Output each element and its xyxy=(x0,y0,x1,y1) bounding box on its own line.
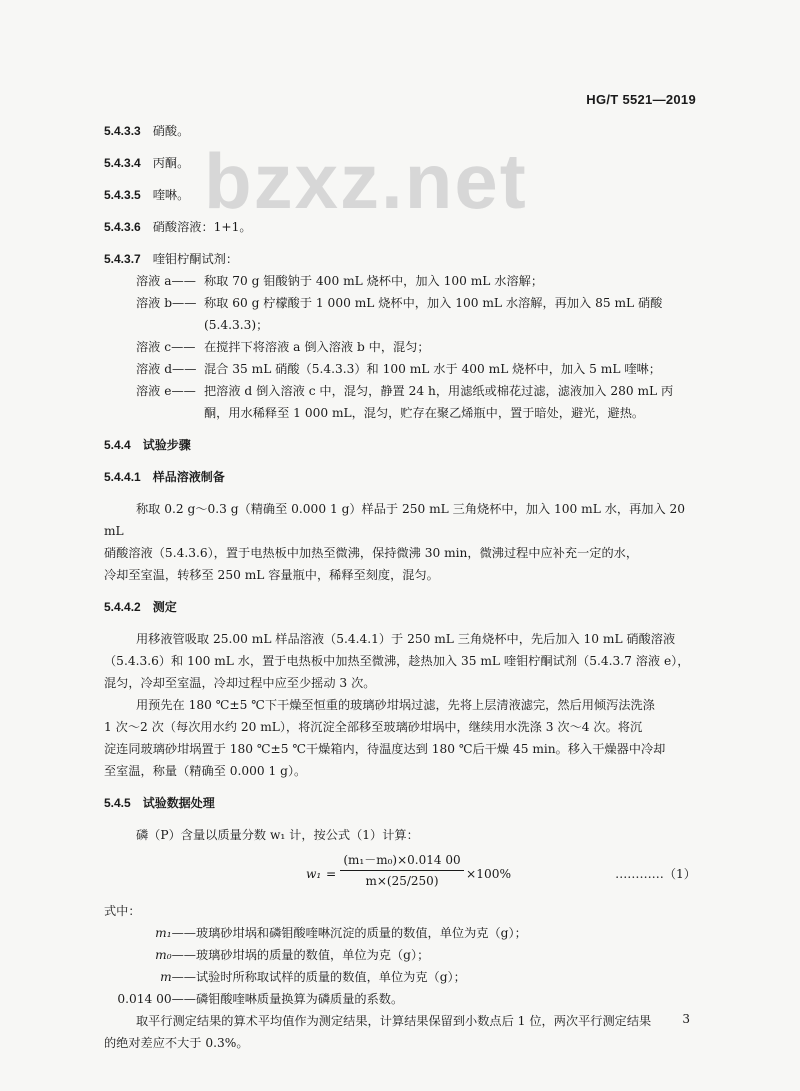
watermark: bzxz.net xyxy=(204,137,528,225)
text-line: 淀连同玻璃砂坩埚置于 180 ℃±5 ℃干燥箱内，待温度达到 180 ℃后干燥 45 min。移入干燥器中冷却 xyxy=(104,742,666,756)
formula-equals: = xyxy=(326,867,337,881)
fraction-bar xyxy=(340,870,464,871)
paragraph-determination-1 xyxy=(104,628,696,694)
where-label: 式中： xyxy=(104,904,141,918)
text-line: 称取 0.2 g～0.3 g（精确至 0.000 1 g）样品于 250 mL 三角烧杯中，加入 100 mL 水，再加入 20 mL xyxy=(104,502,686,538)
variable-description: 试验时所称取试样的质量的数值，单位为克（g）； xyxy=(196,970,466,984)
text-line: 冷却至室温，转移至 250 mL 容量瓶中，稀释至刻度，混匀。 xyxy=(104,568,439,582)
variable-description: 玻璃砂坩埚的质量的数值，单位为克（g）； xyxy=(196,948,430,962)
solution-text: 把溶液 d 倒入溶液 c 中，混匀，静置 24 h，用滤纸或棉花过滤，滤液加入 280 mL 丙 xyxy=(204,384,674,398)
text-line: 用预先在 180 ℃±5 ℃下干燥至恒重的玻璃砂坩埚过滤，先将上层清液滤完，然后用倾泻法洗涤 xyxy=(136,698,655,712)
formula-lhs: w₁ xyxy=(306,867,322,881)
formula-number: …………（1） xyxy=(615,867,696,881)
clause-5-4-3-6 xyxy=(104,216,696,238)
section-title: 试验数据处理 xyxy=(142,796,215,810)
variable-m1 xyxy=(104,922,696,944)
variable-list xyxy=(104,922,696,1010)
solution-text: 称取 70 g 钼酸钠于 400 mL 烧杯中，加入 100 mL 水溶解； xyxy=(204,274,544,288)
solution-text-continued: 酮，用水稀释至 1 000 mL，混匀，贮存在聚乙烯瓶中，置于暗处，避光，避热。 xyxy=(204,406,645,420)
clause-number: 5.4.3.6 xyxy=(104,220,141,234)
section-5-4-5 xyxy=(104,792,696,814)
formula-intro: 磷（P）含量以质量分数 w₁ 计，按公式（1）计算： xyxy=(136,828,419,842)
clause-number: 5.4.3.3 xyxy=(104,124,141,138)
section-number: 5.4.4.2 xyxy=(104,600,141,614)
variable-coefficient xyxy=(104,988,696,1010)
clause-text: 喹钼柠酮试剂： xyxy=(152,252,239,266)
formula-tail: ×100% xyxy=(466,867,512,881)
variable-symbol: 0.014 00—— xyxy=(117,992,196,1006)
section-number: 5.4.5 xyxy=(104,796,131,810)
text-line: 混匀，冷却至室温，冷却过程中应至少摇动 3 次。 xyxy=(104,676,376,690)
formula-numerator: (m₁－m₀)×0.014 00 xyxy=(343,853,461,867)
variable-m xyxy=(104,966,696,988)
paragraph-determination-2 xyxy=(104,694,696,782)
section-title: 样品溶液制备 xyxy=(152,470,225,484)
solution-text: 混合 35 mL 硝酸（5.4.3.3）和 100 mL 水于 400 mL 烧杯中，加入 5 mL 喹啉； xyxy=(204,362,661,376)
text-line: 用移液管吸取 25.00 mL 样品溶液（5.4.4.1）于 250 mL 三角烧杯中，先后加入 10 mL 硝酸溶液 xyxy=(136,632,676,646)
solution-b xyxy=(104,292,696,314)
clause-number: 5.4.3.7 xyxy=(104,252,141,266)
section-title: 测定 xyxy=(152,600,177,614)
clause-5-4-3-5 xyxy=(104,184,696,206)
page-content xyxy=(104,120,696,1054)
text-line: （5.4.3.6）和 100 mL 水，置于电热板中加热至微沸，趁热加入 35 mL 喹钼柠酮试剂（5.4.3.7 溶液 e）， xyxy=(104,654,690,668)
text-line: 硝酸溶液（5.4.3.6），置于电热板中加热至微沸，保持微沸 30 min，微沸过程中应补充一定的水， xyxy=(104,546,639,560)
section-5-4-4 xyxy=(104,434,696,456)
solution-label: 溶液 b—— xyxy=(136,296,197,310)
formula-denominator: m×(25/250) xyxy=(365,874,439,888)
page-number: 3 xyxy=(682,1012,690,1026)
clause-5-4-3-7 xyxy=(104,248,696,270)
paragraph-sample-prep xyxy=(104,498,696,586)
section-title: 试验步骤 xyxy=(142,438,191,452)
clause-number: 5.4.3.4 xyxy=(104,156,141,170)
variable-description: 磷钼酸喹啉质量换算为磷质量的系数。 xyxy=(196,992,404,1006)
clause-text: 硝酸溶液：1+1。 xyxy=(152,220,252,234)
clause-text: 丙酮。 xyxy=(152,156,190,170)
solution-text: 在搅拌下将溶液 a 倒入溶液 b 中，混匀； xyxy=(204,340,430,354)
solution-label: 溶液 a—— xyxy=(136,274,196,288)
solution-label: 溶液 c—— xyxy=(136,340,196,354)
standard-code: HG/T 5521—2019 xyxy=(586,92,696,107)
section-number: 5.4.4 xyxy=(104,438,131,452)
variable-symbol: m₀—— xyxy=(155,948,196,962)
clause-text: 硝酸。 xyxy=(152,124,190,138)
section-number: 5.4.4.1 xyxy=(104,470,141,484)
formula-fraction xyxy=(340,851,464,890)
variable-m0 xyxy=(104,944,696,966)
solution-a xyxy=(104,270,696,292)
section-5-4-4-2 xyxy=(104,596,696,618)
solution-label: 溶液 e—— xyxy=(136,384,196,398)
section-5-4-4-1 xyxy=(104,466,696,488)
text-line: 至室温，称量（精确至 0.000 1 g）。 xyxy=(104,764,307,778)
solution-list xyxy=(104,270,696,424)
solution-e xyxy=(104,380,696,402)
clause-number: 5.4.3.5 xyxy=(104,188,141,202)
solution-text-continued: (5.4.3.3)； xyxy=(204,318,269,332)
variable-symbol: m—— xyxy=(160,970,196,984)
solution-label: 溶液 d—— xyxy=(136,362,197,376)
text-line: 的绝对差应不大于 0.3%。 xyxy=(104,1036,249,1050)
solution-d xyxy=(104,358,696,380)
formula-1 xyxy=(104,850,696,896)
solution-text: 称取 60 g 柠檬酸于 1 000 mL 烧杯中，加入 100 mL 水溶解，再加入 85 mL 硝酸 xyxy=(204,296,663,310)
clause-5-4-3-3 xyxy=(104,120,696,142)
clause-text: 喹啉。 xyxy=(152,188,190,202)
solution-c xyxy=(104,336,696,358)
variable-symbol: m₁—— xyxy=(155,926,196,940)
clause-5-4-3-4 xyxy=(104,152,696,174)
variable-description: 玻璃砂坩埚和磷钼酸喹啉沉淀的质量的数值，单位为克（g）； xyxy=(196,926,527,940)
paragraph-result xyxy=(104,1010,696,1054)
text-line: 取平行测定结果的算术平均值作为测定结果，计算结果保留到小数点后 1 位，两次平行测定结果 xyxy=(136,1014,652,1028)
text-line: 1 次～2 次（每次用水约 20 mL），将沉淀全部移至玻璃砂坩埚中，继续用水洗涤 3 次～4 次。将沉 xyxy=(104,720,643,734)
